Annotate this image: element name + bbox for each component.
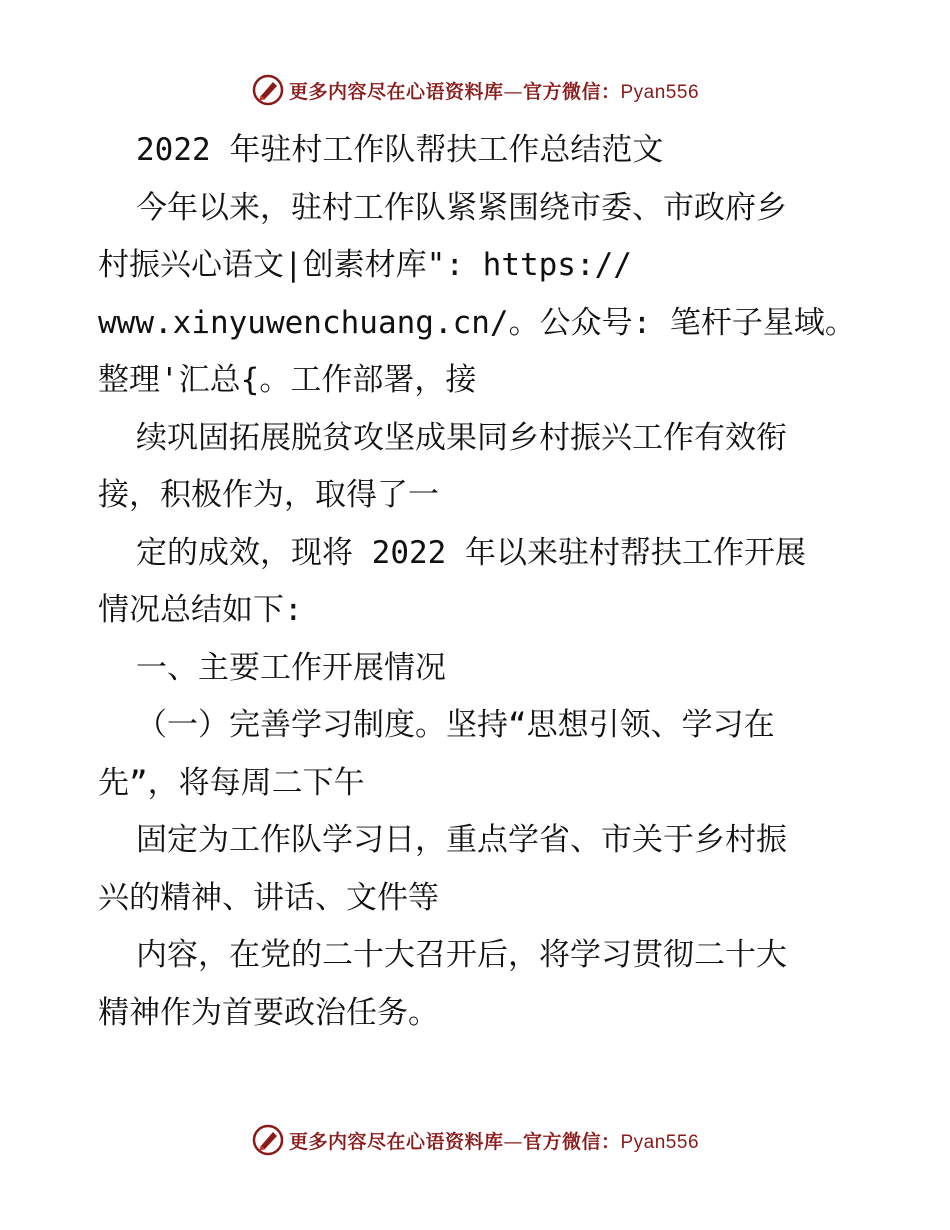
banner-wechat-label: 官方微信： xyxy=(522,1130,621,1153)
paragraph-line: www.xinyuwenchuang.cn/。公众号: 笔杆子星域。 xyxy=(98,304,856,341)
banner-wechat-id: Pyan556 xyxy=(620,1131,700,1153)
paragraph-line: 固定为工作队学习日，重点学省、市关于乡村振 xyxy=(136,822,787,858)
banner-wechat-id: Pyan556 xyxy=(620,81,700,103)
paragraph-line: （一）完善学习制度。坚持“思想引领、学习在 xyxy=(136,707,775,743)
paragraph-line: 先”，将每周二下午 xyxy=(98,764,365,801)
header-banner xyxy=(0,70,950,110)
paragraph-line: 整理'汇总{。工作部署，接 xyxy=(98,362,477,398)
paragraph-line: 精神作为首要政治任务。 xyxy=(98,994,439,1031)
banner-text: 更多内容尽在心语资料库 xyxy=(288,80,504,103)
document-body xyxy=(98,122,858,1042)
banner-dash: — xyxy=(503,80,523,103)
paragraph-line: 内容，在党的二十大召开后，将学习贯彻二十大 xyxy=(136,937,787,973)
paragraph-line: 接，积极作为，取得了一 xyxy=(98,477,439,513)
paragraph-line: 兴的精神、讲话、文件等 xyxy=(98,879,439,916)
paragraph-line: 村振兴心语文|创素材库": https:// xyxy=(98,247,632,283)
banner-wechat-label: 官方微信： xyxy=(522,80,621,103)
paragraph-line: 情况总结如下: xyxy=(98,592,303,628)
section-heading: 一、主要工作开展情况 xyxy=(136,649,446,686)
banner-text: 更多内容尽在心语资料库 xyxy=(288,1130,504,1153)
paragraph-line: 今年以来，驻村工作队紧紧围绕市委、市政府乡 xyxy=(136,189,787,226)
footer-banner xyxy=(0,1120,950,1160)
pen-nib-logo-icon xyxy=(251,73,285,107)
paragraph-line: 续巩固拓展脱贫攻坚成果同乡村振兴工作有效衔 xyxy=(136,419,787,456)
pen-nib-logo-icon xyxy=(251,1123,285,1157)
document-title: 2022 年驻村工作队帮扶工作总结范文 xyxy=(136,132,664,168)
paragraph-line: 定的成效，现将 2022 年以来驻村帮扶工作开展 xyxy=(136,534,806,571)
banner-dash: — xyxy=(503,1130,523,1153)
